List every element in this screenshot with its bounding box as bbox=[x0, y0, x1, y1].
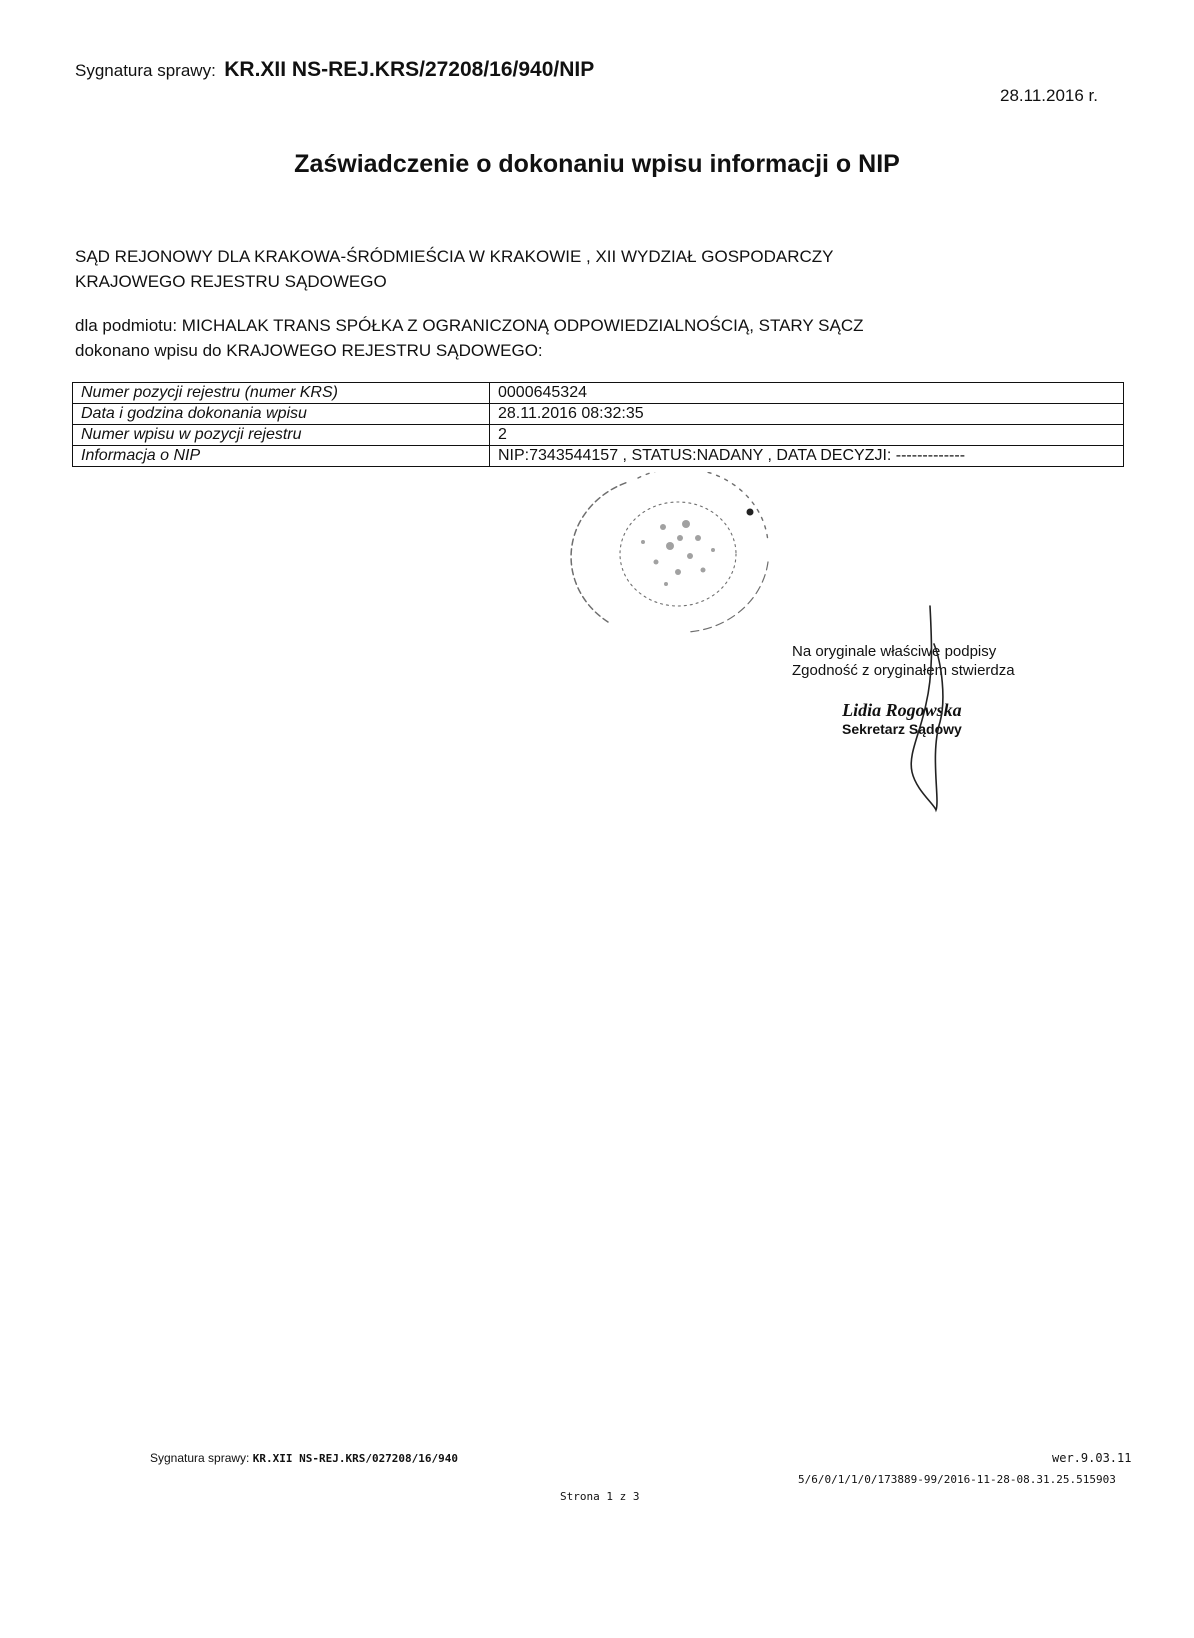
case-signature bbox=[75, 58, 594, 82]
court-name-line-2: KRAJOWEGO REJESTRU SĄDOWEGO bbox=[75, 272, 387, 291]
footer-document-id: 5/6/0/1/1/0/173889-99/2016-11-28-08.31.25.515903 bbox=[798, 1473, 1116, 1486]
footer-version: wer.9.03.11 bbox=[1052, 1451, 1132, 1465]
certifier-role: Sekretarz Sądowy bbox=[842, 721, 962, 737]
table-value: NIP:7343544157 , STATUS:NADANY , DATA DECYZJI: ------------- bbox=[490, 446, 1124, 467]
footer-case-number: KR.XII NS-REJ.KRS/027208/16/940 bbox=[252, 1452, 459, 1465]
table-label: Data i godzina dokonania wpisu bbox=[73, 404, 490, 425]
entity-line-2: dokonano wpisu do KRAJOWEGO REJESTRU SĄDOWEGO: bbox=[75, 341, 543, 360]
table-row bbox=[73, 446, 1124, 467]
certifier-name: Lidia Rogowska bbox=[842, 700, 962, 720]
case-signature-number: KR.XII NS-REJ.KRS/27208/16/940/NIP bbox=[224, 58, 595, 81]
table-label: Numer wpisu w pozycji rejestru bbox=[73, 425, 490, 446]
table-row bbox=[73, 425, 1124, 446]
table-label: Informacja o NIP bbox=[73, 446, 490, 467]
handwritten-signature bbox=[900, 604, 960, 814]
entity-line-1: dla podmiotu: MICHALAK TRANS SPÓŁKA Z OGRANICZONĄ ODPOWIEDZIALNOŚCIĄ, STARY SĄCZ bbox=[75, 316, 864, 335]
court-seal-stamp bbox=[568, 472, 788, 642]
table-row bbox=[73, 404, 1124, 425]
certification-line-2: Zgodność z oryginałem stwierdza bbox=[792, 662, 1015, 679]
table-value: 28.11.2016 08:32:35 bbox=[490, 404, 1124, 425]
table-row bbox=[73, 383, 1124, 404]
issue-date: 28.11.2016 r. bbox=[1000, 86, 1098, 105]
court-name bbox=[75, 244, 834, 294]
register-table bbox=[72, 382, 1124, 467]
footer-page-number: Strona 1 z 3 bbox=[560, 1490, 640, 1503]
footer-case-label: Sygnatura sprawy: bbox=[150, 1451, 250, 1465]
certification-line-1: Na oryginale właściwe podpisy bbox=[792, 643, 997, 660]
table-label: Numer pozycji rejestru (numer KRS) bbox=[73, 383, 490, 404]
table-value: 0000645324 bbox=[490, 383, 1124, 404]
document-title: Zaświadczenie o dokonaniu wpisu informacji o NIP bbox=[294, 150, 900, 178]
table-value: 2 bbox=[490, 425, 1124, 446]
case-signature-label: Sygnatura sprawy: bbox=[75, 61, 216, 80]
court-name-line-1: SĄD REJONOWY DLA KRAKOWA-ŚRÓDMIEŚCIA W KRAKOWIE , XII WYDZIAŁ GOSPODARCZY bbox=[75, 247, 834, 266]
footer-case-signature bbox=[150, 1451, 458, 1465]
entity-statement bbox=[75, 313, 864, 363]
